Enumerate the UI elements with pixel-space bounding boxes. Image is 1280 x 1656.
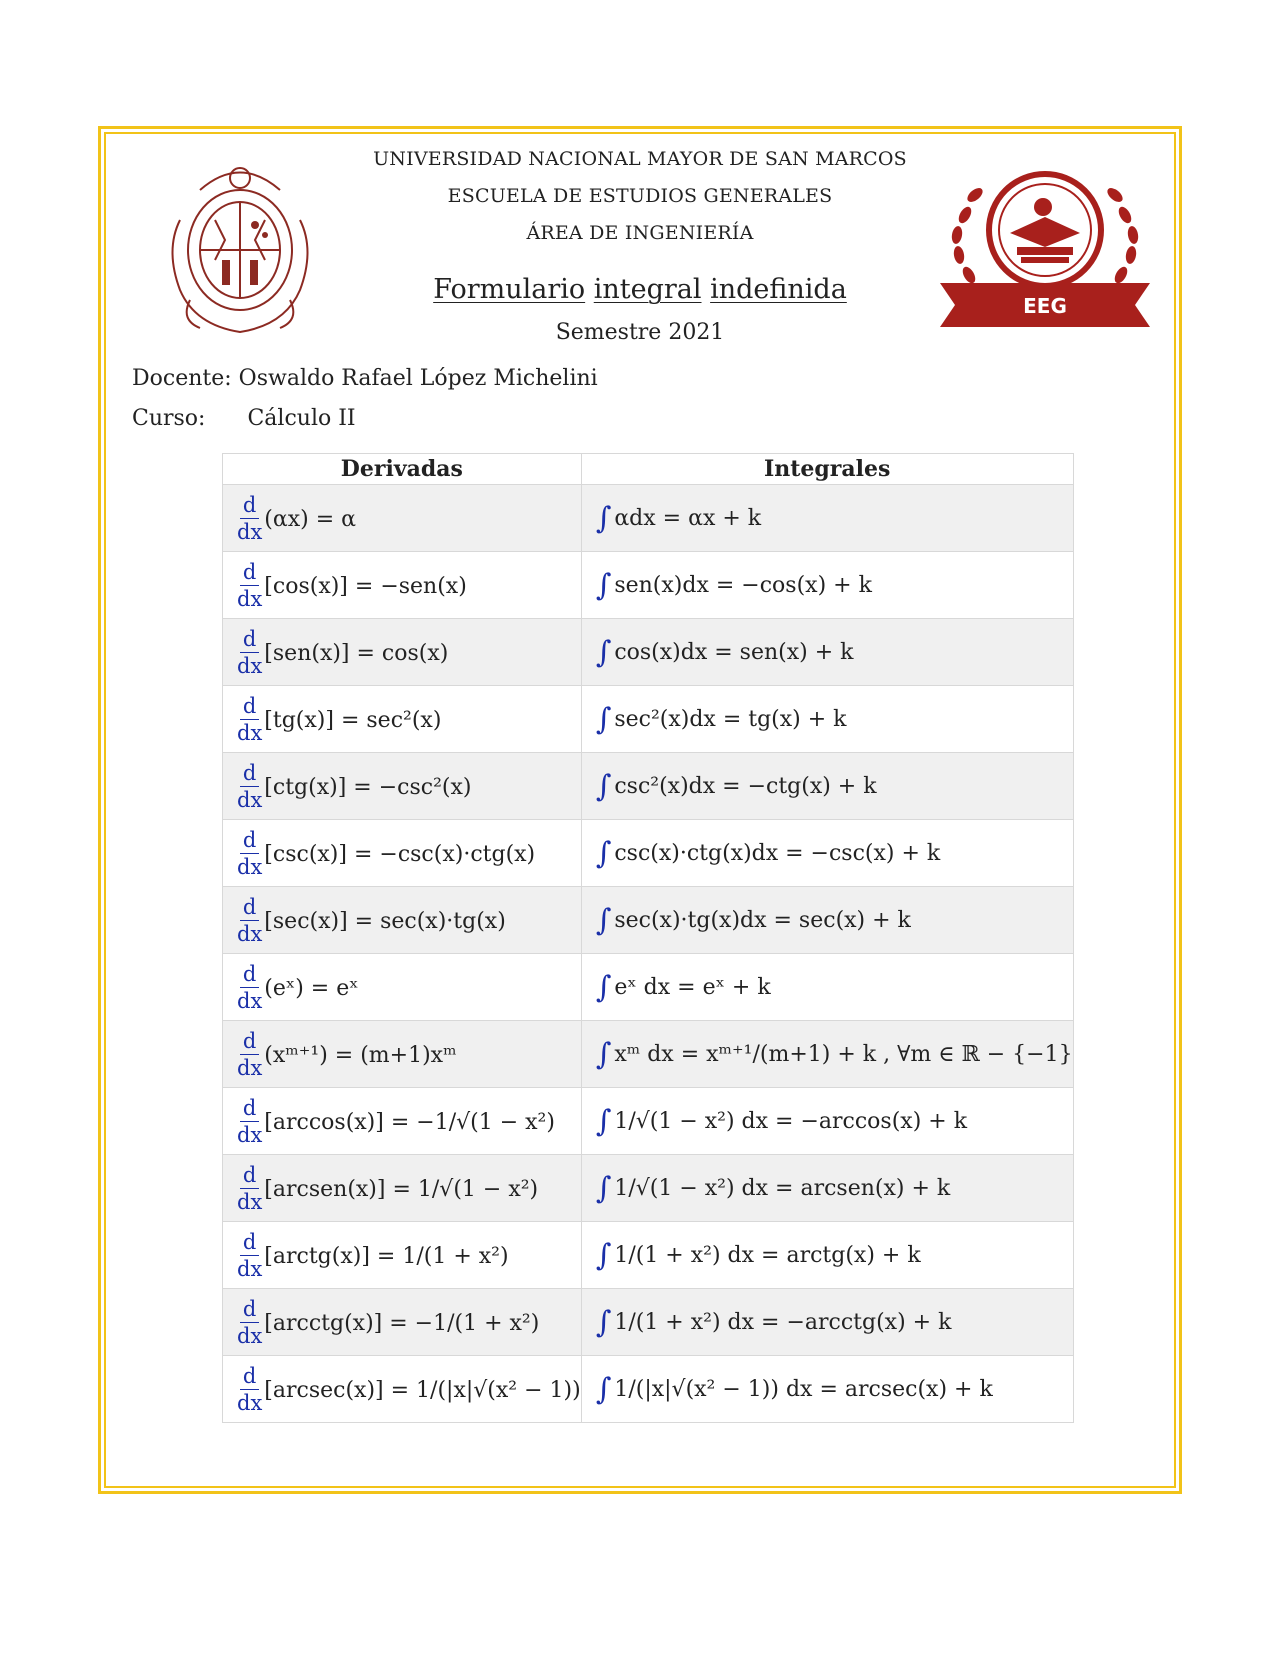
integral-icon: ∫ <box>595 1237 612 1273</box>
integral-formula: sec²(x)dx = tg(x) + k <box>614 706 847 732</box>
derivative-formula: [arccos(x)] = −1/√(1 − x²) <box>264 1109 555 1135</box>
school-name: ESCUELA DE ESTUDIOS GENERALES <box>447 185 833 207</box>
page-title <box>0 274 1280 305</box>
derivative-formula: (αx) = α <box>264 506 357 532</box>
integral-icon: ∫ <box>595 1170 612 1206</box>
curso-label: Curso: <box>132 406 206 431</box>
table-row <box>223 619 1074 686</box>
integral-formula: csc²(x)dx = −ctg(x) + k <box>614 773 877 799</box>
integral-icon: ∫ <box>595 1103 612 1139</box>
derivative-cell <box>223 1155 582 1222</box>
d-dx-operator: $\frac{d}{dx}$ <box>237 761 263 812</box>
d-dx-operator: $\frac{d}{dx}$ <box>237 962 263 1013</box>
integral-formula: 1/(1 + x²) dx = arctg(x) + k <box>614 1242 921 1268</box>
integral-formula: αdx = αx + k <box>614 505 762 531</box>
d-dx-operator: $\frac{d}{dx}$ <box>237 1364 263 1415</box>
d-dx-operator: $\frac{d}{dx}$ <box>237 694 263 745</box>
integral-formula: 1/√(1 − x²) dx = arcsen(x) + k <box>614 1175 951 1201</box>
eeg-logo-text: EEG <box>1023 294 1067 318</box>
derivative-formula: [sen(x)] = cos(x) <box>264 640 449 666</box>
d-dx-operator: $\frac{d}{dx}$ <box>237 493 263 544</box>
integral-icon: ∫ <box>595 902 612 938</box>
derivative-formula: [tg(x)] = sec²(x) <box>264 707 442 733</box>
integral-icon: ∫ <box>595 1304 612 1340</box>
derivative-formula: [ctg(x)] = −csc²(x) <box>264 774 472 800</box>
university-name: UNIVERSIDAD NACIONAL MAYOR DE SAN MARCOS <box>373 148 907 170</box>
integral-icon: ∫ <box>595 634 612 670</box>
derivative-cell <box>223 1356 582 1423</box>
integral-cell <box>581 1289 1073 1356</box>
semester: Semestre 2021 <box>555 320 725 345</box>
docente-name: Oswaldo Rafael López Michelini <box>238 366 598 391</box>
integral-cell <box>581 552 1073 619</box>
derivative-cell <box>223 619 582 686</box>
integral-cell <box>581 686 1073 753</box>
table-row <box>223 1222 1074 1289</box>
integral-cell <box>581 1222 1073 1289</box>
header-integrales: Integrales <box>581 454 1073 485</box>
header-derivadas: Derivadas <box>223 454 582 485</box>
docente-line <box>132 366 598 391</box>
docente-label: Docente: <box>132 366 232 391</box>
integral-icon: ∫ <box>595 567 612 603</box>
integral-icon: ∫ <box>595 768 612 804</box>
title-word-1: Formulario <box>433 274 586 305</box>
derivative-formula: [arcctg(x)] = −1/(1 + x²) <box>264 1310 540 1336</box>
table-row <box>223 552 1074 619</box>
integral-cell <box>581 1155 1073 1222</box>
integral-cell <box>581 954 1073 1021</box>
integral-cell <box>581 753 1073 820</box>
derivative-cell <box>223 686 582 753</box>
table-row <box>223 820 1074 887</box>
integral-cell <box>581 1356 1073 1423</box>
integral-icon: ∫ <box>595 701 612 737</box>
table-row <box>223 686 1074 753</box>
integral-formula: sen(x)dx = −cos(x) + k <box>614 572 872 598</box>
integral-cell <box>581 887 1073 954</box>
curso-line <box>132 406 356 431</box>
d-dx-operator: $\frac{d}{dx}$ <box>237 1096 263 1147</box>
table-row <box>223 887 1074 954</box>
d-dx-operator: $\frac{d}{dx}$ <box>237 560 263 611</box>
derivative-cell <box>223 1289 582 1356</box>
derivative-formula: (eˣ) = eˣ <box>264 975 359 1001</box>
curso-name: Cálculo II <box>247 406 356 431</box>
area-name: ÁREA DE INGENIERÍA <box>526 222 754 244</box>
derivative-cell <box>223 1021 582 1088</box>
derivative-formula: [cos(x)] = −sen(x) <box>264 573 467 599</box>
integral-formula: cos(x)dx = sen(x) + k <box>614 639 854 665</box>
table-row <box>223 485 1074 552</box>
derivative-cell <box>223 485 582 552</box>
integral-formula: sec(x)·tg(x)dx = sec(x) + k <box>614 907 911 933</box>
integral-formula: csc(x)·ctg(x)dx = −csc(x) + k <box>614 840 941 866</box>
integral-formula: xᵐ dx = xᵐ⁺¹/(m+1) + k , ∀m ∈ ℝ − {−1} <box>614 1041 1073 1067</box>
integral-cell <box>581 820 1073 887</box>
title-word-3: indefinida <box>710 274 847 305</box>
derivative-formula: [arcsen(x)] = 1/√(1 − x²) <box>264 1176 539 1202</box>
derivative-cell <box>223 1222 582 1289</box>
derivative-cell <box>223 753 582 820</box>
d-dx-operator: $\frac{d}{dx}$ <box>237 1029 263 1080</box>
table-row <box>223 1088 1074 1155</box>
integral-icon: ∫ <box>595 1371 612 1407</box>
integral-formula: 1/(1 + x²) dx = −arcctg(x) + k <box>614 1309 952 1335</box>
table-row <box>223 1155 1074 1222</box>
integral-formula: eˣ dx = eˣ + k <box>614 974 771 1000</box>
formula-table <box>222 453 1074 1423</box>
table-row <box>223 753 1074 820</box>
integral-formula: 1/√(1 − x²) dx = −arccos(x) + k <box>614 1108 968 1134</box>
integral-cell <box>581 485 1073 552</box>
integral-icon: ∫ <box>595 1036 612 1072</box>
derivative-formula: [arctg(x)] = 1/(1 + x²) <box>264 1243 509 1269</box>
derivative-formula: [arcsec(x)] = 1/(|x|√(x² − 1)) <box>264 1377 581 1403</box>
d-dx-operator: $\frac{d}{dx}$ <box>237 627 263 678</box>
table-row <box>223 1021 1074 1088</box>
title-word-2: integral <box>593 274 702 305</box>
university-seal-icon <box>160 150 320 340</box>
d-dx-operator: $\frac{d}{dx}$ <box>237 895 263 946</box>
derivative-cell <box>223 552 582 619</box>
derivative-cell <box>223 887 582 954</box>
table-row <box>223 1356 1074 1423</box>
integral-formula: 1/(|x|√(x² − 1)) dx = arcsec(x) + k <box>614 1376 993 1402</box>
integral-icon: ∫ <box>595 969 612 1005</box>
integral-icon: ∫ <box>595 500 612 536</box>
derivative-cell <box>223 1088 582 1155</box>
d-dx-operator: $\frac{d}{dx}$ <box>237 1163 263 1214</box>
d-dx-operator: $\frac{d}{dx}$ <box>237 828 263 879</box>
derivative-cell <box>223 954 582 1021</box>
derivative-formula: (xᵐ⁺¹) = (m+1)xᵐ <box>264 1042 457 1068</box>
integral-cell <box>581 1088 1073 1155</box>
table-row <box>223 1289 1074 1356</box>
table-row <box>223 954 1074 1021</box>
integral-icon: ∫ <box>595 835 612 871</box>
derivative-cell <box>223 820 582 887</box>
derivative-formula: [csc(x)] = −csc(x)·ctg(x) <box>264 841 536 867</box>
integral-cell <box>581 619 1073 686</box>
integral-cell <box>581 1021 1073 1088</box>
d-dx-operator: $\frac{d}{dx}$ <box>237 1230 263 1281</box>
derivative-formula: [sec(x)] = sec(x)·tg(x) <box>264 908 506 934</box>
d-dx-operator: $\frac{d}{dx}$ <box>237 1297 263 1348</box>
